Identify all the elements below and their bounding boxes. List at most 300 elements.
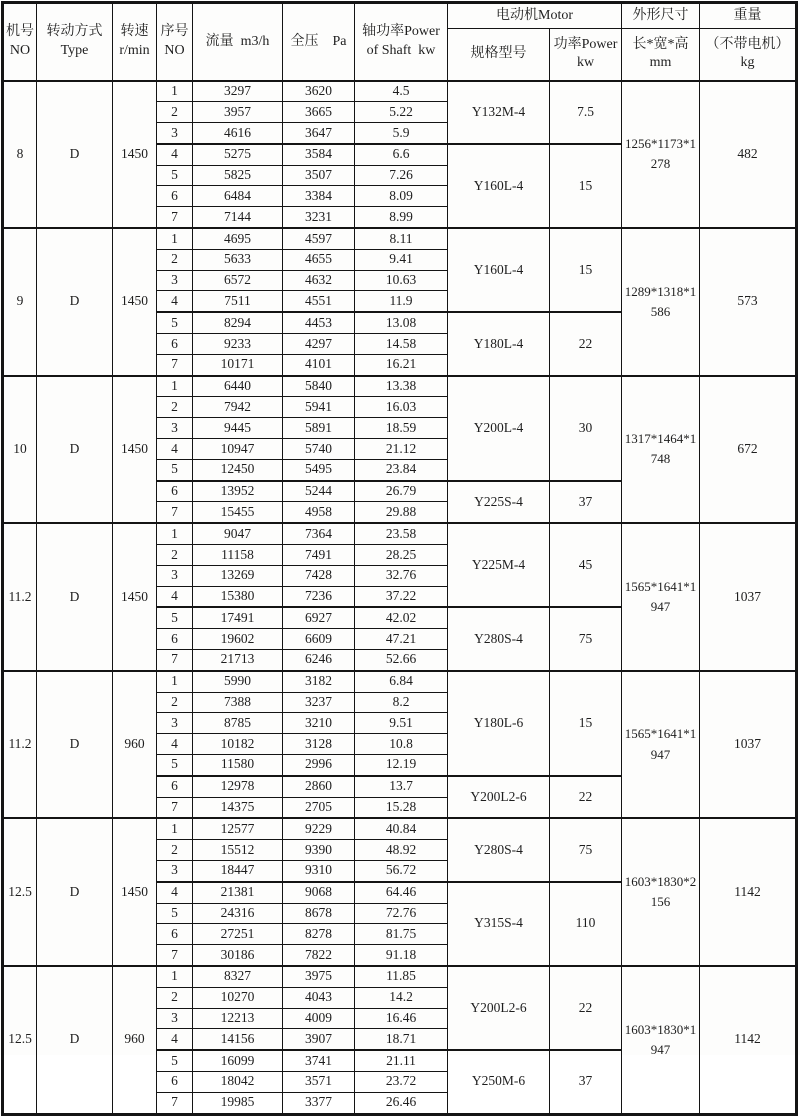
pressure-cell: 4655 bbox=[283, 249, 355, 270]
flow-cell: 7511 bbox=[193, 291, 283, 312]
serial-no-cell: 3 bbox=[157, 270, 193, 291]
shaft-power-cell: 23.72 bbox=[355, 1071, 448, 1092]
serial-no-cell: 7 bbox=[157, 502, 193, 523]
serial-no-cell: 5 bbox=[157, 312, 193, 333]
pressure-cell: 3231 bbox=[283, 207, 355, 228]
pressure-cell: 3620 bbox=[283, 81, 355, 102]
serial-no-cell: 5 bbox=[157, 1050, 193, 1071]
flow-cell: 3957 bbox=[193, 102, 283, 123]
serial-no-cell: 6 bbox=[157, 924, 193, 945]
pressure-cell: 7491 bbox=[283, 545, 355, 566]
header-weight-sub bbox=[700, 29, 797, 81]
table-header bbox=[3, 3, 797, 81]
shaft-power-cell: 13.08 bbox=[355, 312, 448, 333]
serial-no-cell: 7 bbox=[157, 1092, 193, 1114]
dimensions-cell: 1565*1641*1947 bbox=[622, 523, 700, 671]
pressure-cell: 7236 bbox=[283, 586, 355, 607]
flow-cell: 13952 bbox=[193, 481, 283, 502]
shaft-power-cell: 16.46 bbox=[355, 1008, 448, 1029]
serial-no-cell: 5 bbox=[157, 903, 193, 924]
weight-cell: 1037 bbox=[700, 523, 797, 671]
spec-row bbox=[3, 671, 797, 692]
shaft-power-cell: 18.71 bbox=[355, 1029, 448, 1050]
header-pressure: 全压 Pa bbox=[283, 3, 355, 81]
serial-no-cell: 1 bbox=[157, 671, 193, 692]
machine-no-cell: 12.5 bbox=[3, 818, 37, 966]
header-speed-zh: 转速 bbox=[120, 24, 149, 40]
flow-cell: 12450 bbox=[193, 459, 283, 480]
serial-no-cell: 1 bbox=[157, 81, 193, 102]
motor-model-cell: Y225S-4 bbox=[448, 481, 550, 524]
flow-cell: 5633 bbox=[193, 249, 283, 270]
flow-cell: 6484 bbox=[193, 186, 283, 207]
speed-cell: 1450 bbox=[113, 228, 157, 376]
motor-model-cell: Y160L-4 bbox=[448, 144, 550, 228]
weight-cell: 672 bbox=[700, 376, 797, 524]
shaft-power-cell: 56.72 bbox=[355, 860, 448, 881]
weight-cell: 1142 bbox=[700, 966, 797, 1114]
header-dimensions-unit: mm bbox=[649, 55, 672, 71]
motor-model-cell: Y200L-4 bbox=[448, 376, 550, 481]
shaft-power-cell: 14.58 bbox=[355, 334, 448, 355]
flow-cell: 7942 bbox=[193, 397, 283, 418]
pressure-cell: 4551 bbox=[283, 291, 355, 312]
motor-power-cell: 15 bbox=[550, 671, 622, 776]
serial-no-cell: 5 bbox=[157, 459, 193, 480]
flow-cell: 16099 bbox=[193, 1050, 283, 1071]
pressure-cell: 4453 bbox=[283, 312, 355, 333]
pressure-cell: 4958 bbox=[283, 502, 355, 523]
pressure-cell: 3571 bbox=[283, 1071, 355, 1092]
flow-cell: 9445 bbox=[193, 418, 283, 439]
shaft-power-cell: 8.09 bbox=[355, 186, 448, 207]
dimensions-cell: 1317*1464*1748 bbox=[622, 376, 700, 524]
flow-cell: 18042 bbox=[193, 1071, 283, 1092]
shaft-power-cell: 4.5 bbox=[355, 81, 448, 102]
shaft-power-cell: 42.02 bbox=[355, 607, 448, 628]
pressure-cell: 3507 bbox=[283, 165, 355, 186]
pressure-cell: 3665 bbox=[283, 102, 355, 123]
flow-cell: 15455 bbox=[193, 502, 283, 523]
serial-no-cell: 3 bbox=[157, 123, 193, 144]
pressure-cell: 7428 bbox=[283, 565, 355, 586]
shaft-power-cell: 8.11 bbox=[355, 228, 448, 249]
pressure-cell: 8678 bbox=[283, 903, 355, 924]
shaft-power-cell: 13.7 bbox=[355, 776, 448, 797]
pressure-cell: 3128 bbox=[283, 734, 355, 755]
shaft-power-cell: 48.92 bbox=[355, 840, 448, 861]
serial-no-cell: 3 bbox=[157, 565, 193, 586]
serial-no-cell: 2 bbox=[157, 840, 193, 861]
shaft-power-cell: 5.9 bbox=[355, 123, 448, 144]
flow-cell: 10171 bbox=[193, 354, 283, 375]
shaft-power-cell: 52.66 bbox=[355, 650, 448, 671]
serial-no-cell: 4 bbox=[157, 144, 193, 165]
motor-model-cell: Y250M-6 bbox=[448, 1050, 550, 1114]
pressure-cell: 2705 bbox=[283, 797, 355, 818]
flow-cell: 17491 bbox=[193, 607, 283, 628]
serial-no-cell: 2 bbox=[157, 397, 193, 418]
pressure-cell: 9068 bbox=[283, 882, 355, 903]
serial-no-cell: 6 bbox=[157, 186, 193, 207]
flow-cell: 10182 bbox=[193, 734, 283, 755]
flow-cell: 14156 bbox=[193, 1029, 283, 1050]
drive-type-cell: D bbox=[37, 81, 113, 229]
table-body bbox=[3, 81, 797, 1115]
pressure-cell: 3975 bbox=[283, 966, 355, 987]
motor-model-cell: Y280S-4 bbox=[448, 818, 550, 881]
serial-no-cell: 7 bbox=[157, 650, 193, 671]
motor-model-cell: Y180L-4 bbox=[448, 312, 550, 375]
shaft-power-cell: 81.75 bbox=[355, 924, 448, 945]
serial-no-cell: 4 bbox=[157, 439, 193, 460]
motor-model-cell: Y200L2-6 bbox=[448, 966, 550, 1050]
header-weight-unit: kg bbox=[740, 55, 755, 71]
shaft-power-cell: 23.84 bbox=[355, 459, 448, 480]
flow-cell: 11158 bbox=[193, 545, 283, 566]
shaft-power-cell: 6.84 bbox=[355, 671, 448, 692]
serial-no-cell: 2 bbox=[157, 692, 193, 713]
drive-type-cell: D bbox=[37, 376, 113, 524]
shaft-power-cell: 6.6 bbox=[355, 144, 448, 165]
flow-cell: 19985 bbox=[193, 1092, 283, 1114]
drive-type-cell: D bbox=[37, 523, 113, 671]
motor-model-cell: Y160L-4 bbox=[448, 228, 550, 312]
shaft-power-cell: 29.88 bbox=[355, 502, 448, 523]
pressure-cell: 6609 bbox=[283, 629, 355, 650]
flow-cell: 12577 bbox=[193, 818, 283, 839]
motor-power-cell: 22 bbox=[550, 966, 622, 1050]
shaft-power-cell: 21.11 bbox=[355, 1050, 448, 1071]
serial-no-cell: 5 bbox=[157, 607, 193, 628]
flow-cell: 21713 bbox=[193, 650, 283, 671]
weight-cell: 1037 bbox=[700, 671, 797, 819]
machine-no-cell: 9 bbox=[3, 228, 37, 376]
serial-no-cell: 2 bbox=[157, 987, 193, 1008]
shaft-power-cell: 9.41 bbox=[355, 249, 448, 270]
header-motor-power-line1: 功率Power bbox=[553, 36, 618, 52]
spec-row bbox=[3, 818, 797, 839]
shaft-power-cell: 40.84 bbox=[355, 818, 448, 839]
serial-no-cell: 6 bbox=[157, 776, 193, 797]
pressure-cell: 4632 bbox=[283, 270, 355, 291]
serial-no-cell: 7 bbox=[157, 207, 193, 228]
flow-cell: 8785 bbox=[193, 713, 283, 734]
motor-power-cell: 75 bbox=[550, 818, 622, 881]
motor-power-cell: 30 bbox=[550, 376, 622, 481]
shaft-power-cell: 21.12 bbox=[355, 439, 448, 460]
shaft-power-cell: 16.21 bbox=[355, 354, 448, 375]
dimensions-cell: 1603*1830*1947 bbox=[622, 966, 700, 1114]
spec-row bbox=[3, 966, 797, 987]
flow-cell: 13269 bbox=[193, 565, 283, 586]
motor-power-cell: 22 bbox=[550, 776, 622, 819]
pressure-cell: 3584 bbox=[283, 144, 355, 165]
dimensions-cell: 1603*1830*2156 bbox=[622, 818, 700, 966]
pressure-cell: 4597 bbox=[283, 228, 355, 249]
flow-cell: 14375 bbox=[193, 797, 283, 818]
header-drive-type-zh: 转动方式 bbox=[46, 24, 103, 40]
header-machine-no-en: NO bbox=[9, 42, 31, 58]
flow-cell: 27251 bbox=[193, 924, 283, 945]
serial-no-cell: 4 bbox=[157, 586, 193, 607]
motor-model-cell: Y225M-4 bbox=[448, 523, 550, 607]
pressure-cell: 3377 bbox=[283, 1092, 355, 1114]
pressure-cell: 5740 bbox=[283, 439, 355, 460]
spec-row bbox=[3, 376, 797, 397]
header-motor: 电动机Motor bbox=[448, 3, 622, 29]
serial-no-cell: 2 bbox=[157, 249, 193, 270]
flow-cell: 8327 bbox=[193, 966, 283, 987]
pressure-cell: 6246 bbox=[283, 650, 355, 671]
shaft-power-cell: 16.03 bbox=[355, 397, 448, 418]
serial-no-cell: 4 bbox=[157, 1029, 193, 1050]
header-dimensions-lwh: 长*宽*高 bbox=[632, 36, 689, 52]
shaft-power-cell: 12.19 bbox=[355, 755, 448, 776]
shaft-power-cell: 10.8 bbox=[355, 734, 448, 755]
drive-type-cell: D bbox=[37, 818, 113, 966]
serial-no-cell: 6 bbox=[157, 334, 193, 355]
flow-cell: 5825 bbox=[193, 165, 283, 186]
spec-row bbox=[3, 523, 797, 544]
header-machine-no-zh: 机号 bbox=[6, 24, 34, 40]
flow-cell: 19602 bbox=[193, 629, 283, 650]
motor-model-cell: Y280S-4 bbox=[448, 607, 550, 670]
serial-no-cell: 3 bbox=[157, 860, 193, 881]
flow-cell: 4695 bbox=[193, 228, 283, 249]
motor-model-cell: Y132M-4 bbox=[448, 81, 550, 144]
motor-model-cell: Y315S-4 bbox=[448, 882, 550, 966]
shaft-power-cell: 5.22 bbox=[355, 102, 448, 123]
pressure-cell: 5840 bbox=[283, 376, 355, 397]
flow-cell: 11580 bbox=[193, 755, 283, 776]
pressure-cell: 3237 bbox=[283, 692, 355, 713]
machine-no-cell: 12.5 bbox=[3, 966, 37, 1114]
serial-no-cell: 1 bbox=[157, 818, 193, 839]
flow-cell: 4616 bbox=[193, 123, 283, 144]
shaft-power-cell: 11.9 bbox=[355, 291, 448, 312]
header-serial-no-zh: 序号 bbox=[160, 24, 189, 40]
drive-type-cell: D bbox=[37, 966, 113, 1114]
serial-no-cell: 6 bbox=[157, 481, 193, 502]
pressure-cell: 4297 bbox=[283, 334, 355, 355]
pressure-cell: 4043 bbox=[283, 987, 355, 1008]
motor-power-cell: 15 bbox=[550, 228, 622, 312]
shaft-power-cell: 91.18 bbox=[355, 945, 448, 966]
serial-no-cell: 5 bbox=[157, 165, 193, 186]
speed-cell: 1450 bbox=[113, 81, 157, 229]
serial-no-cell: 1 bbox=[157, 523, 193, 544]
pressure-cell: 8278 bbox=[283, 924, 355, 945]
header-serial-no-en: NO bbox=[164, 42, 185, 58]
weight-cell: 573 bbox=[700, 228, 797, 376]
motor-power-cell: 7.5 bbox=[550, 81, 622, 144]
header-drive-type bbox=[37, 3, 113, 81]
motor-power-cell: 22 bbox=[550, 312, 622, 375]
flow-cell: 6440 bbox=[193, 376, 283, 397]
pressure-cell: 3647 bbox=[283, 123, 355, 144]
flow-cell: 9047 bbox=[193, 523, 283, 544]
machine-no-cell: 8 bbox=[3, 81, 37, 229]
header-speed bbox=[113, 3, 157, 81]
speed-cell: 1450 bbox=[113, 818, 157, 966]
header-weight-title: 重量 bbox=[700, 3, 797, 29]
serial-no-cell: 6 bbox=[157, 629, 193, 650]
motor-power-cell: 15 bbox=[550, 144, 622, 228]
machine-no-cell: 11.2 bbox=[3, 671, 37, 819]
machine-no-cell: 11.2 bbox=[3, 523, 37, 671]
shaft-power-cell: 11.85 bbox=[355, 966, 448, 987]
header-weight-note: （不带电机） bbox=[705, 36, 790, 52]
pressure-cell: 5941 bbox=[283, 397, 355, 418]
header-shaft-power-line1: 轴功率Power bbox=[362, 24, 440, 40]
flow-cell: 24316 bbox=[193, 903, 283, 924]
pressure-cell: 5495 bbox=[283, 459, 355, 480]
dimensions-cell: 1565*1641*1947 bbox=[622, 671, 700, 819]
speed-cell: 960 bbox=[113, 671, 157, 819]
dimensions-cell: 1256*1173*1278 bbox=[622, 81, 700, 229]
flow-cell: 15380 bbox=[193, 586, 283, 607]
pressure-cell: 5891 bbox=[283, 418, 355, 439]
flow-cell: 12213 bbox=[193, 1008, 283, 1029]
weight-cell: 482 bbox=[700, 81, 797, 229]
header-row-top bbox=[3, 3, 797, 29]
flow-cell: 5275 bbox=[193, 144, 283, 165]
serial-no-cell: 7 bbox=[157, 945, 193, 966]
serial-no-cell: 1 bbox=[157, 966, 193, 987]
motor-power-cell: 110 bbox=[550, 882, 622, 966]
shaft-power-cell: 9.51 bbox=[355, 713, 448, 734]
motor-model-cell: Y200L2-6 bbox=[448, 776, 550, 819]
shaft-power-cell: 72.76 bbox=[355, 903, 448, 924]
header-drive-type-en: Type bbox=[60, 42, 89, 58]
drive-type-cell: D bbox=[37, 228, 113, 376]
flow-cell: 7144 bbox=[193, 207, 283, 228]
motor-power-cell: 75 bbox=[550, 607, 622, 670]
motor-power-cell: 37 bbox=[550, 1050, 622, 1114]
flow-cell: 10947 bbox=[193, 439, 283, 460]
serial-no-cell: 1 bbox=[157, 376, 193, 397]
flow-cell: 7388 bbox=[193, 692, 283, 713]
shaft-power-cell: 37.22 bbox=[355, 586, 448, 607]
pressure-cell: 9229 bbox=[283, 818, 355, 839]
shaft-power-cell: 26.79 bbox=[355, 481, 448, 502]
header-serial-no bbox=[157, 3, 193, 81]
pressure-cell: 9390 bbox=[283, 840, 355, 861]
serial-no-cell: 3 bbox=[157, 1008, 193, 1029]
serial-no-cell: 1 bbox=[157, 228, 193, 249]
spec-row bbox=[3, 228, 797, 249]
motor-power-cell: 45 bbox=[550, 523, 622, 607]
shaft-power-cell: 15.28 bbox=[355, 797, 448, 818]
speed-cell: 960 bbox=[113, 966, 157, 1114]
pressure-cell: 3741 bbox=[283, 1050, 355, 1071]
serial-no-cell: 3 bbox=[157, 713, 193, 734]
shaft-power-cell: 23.58 bbox=[355, 523, 448, 544]
shaft-power-cell: 28.25 bbox=[355, 545, 448, 566]
pressure-cell: 4009 bbox=[283, 1008, 355, 1029]
shaft-power-cell: 10.63 bbox=[355, 270, 448, 291]
flow-cell: 12978 bbox=[193, 776, 283, 797]
pressure-cell: 3907 bbox=[283, 1029, 355, 1050]
shaft-power-cell: 8.2 bbox=[355, 692, 448, 713]
spec-row bbox=[3, 81, 797, 102]
drive-type-cell: D bbox=[37, 671, 113, 819]
pressure-cell: 9310 bbox=[283, 860, 355, 881]
motor-power-cell: 37 bbox=[550, 481, 622, 524]
serial-no-cell: 7 bbox=[157, 797, 193, 818]
serial-no-cell: 2 bbox=[157, 102, 193, 123]
pressure-cell: 3210 bbox=[283, 713, 355, 734]
header-motor-power bbox=[550, 29, 622, 81]
serial-no-cell: 4 bbox=[157, 291, 193, 312]
shaft-power-cell: 18.59 bbox=[355, 418, 448, 439]
flow-cell: 8294 bbox=[193, 312, 283, 333]
pressure-cell: 3182 bbox=[283, 671, 355, 692]
serial-no-cell: 6 bbox=[157, 1071, 193, 1092]
pressure-cell: 7364 bbox=[283, 523, 355, 544]
shaft-power-cell: 26.46 bbox=[355, 1092, 448, 1114]
header-flow: 流量 m3/h bbox=[193, 3, 283, 81]
shaft-power-cell: 47.21 bbox=[355, 629, 448, 650]
fan-spec-table bbox=[1, 1, 798, 1116]
motor-model-cell: Y180L-6 bbox=[448, 671, 550, 776]
flow-cell: 6572 bbox=[193, 270, 283, 291]
weight-cell: 1142 bbox=[700, 818, 797, 966]
pressure-cell: 5244 bbox=[283, 481, 355, 502]
flow-cell: 30186 bbox=[193, 945, 283, 966]
serial-no-cell: 5 bbox=[157, 755, 193, 776]
shaft-power-cell: 7.26 bbox=[355, 165, 448, 186]
machine-no-cell: 10 bbox=[3, 376, 37, 524]
shaft-power-cell: 14.2 bbox=[355, 987, 448, 1008]
pressure-cell: 7822 bbox=[283, 945, 355, 966]
header-machine-no bbox=[3, 3, 37, 81]
pressure-cell: 2996 bbox=[283, 755, 355, 776]
shaft-power-cell: 32.76 bbox=[355, 565, 448, 586]
serial-no-cell: 4 bbox=[157, 882, 193, 903]
serial-no-cell: 7 bbox=[157, 354, 193, 375]
flow-cell: 10270 bbox=[193, 987, 283, 1008]
shaft-power-cell: 13.38 bbox=[355, 376, 448, 397]
pressure-cell: 4101 bbox=[283, 354, 355, 375]
pressure-cell: 3384 bbox=[283, 186, 355, 207]
pressure-cell: 2860 bbox=[283, 776, 355, 797]
page bbox=[0, 1, 800, 1110]
pressure-cell: 6927 bbox=[283, 607, 355, 628]
flow-cell: 18447 bbox=[193, 860, 283, 881]
header-motor-power-line2: kw bbox=[576, 55, 595, 71]
speed-cell: 1450 bbox=[113, 376, 157, 524]
dimensions-cell: 1289*1318*1586 bbox=[622, 228, 700, 376]
serial-no-cell: 2 bbox=[157, 545, 193, 566]
header-dimensions-title: 外形尺寸 bbox=[622, 3, 700, 29]
speed-cell: 1450 bbox=[113, 523, 157, 671]
flow-cell: 5990 bbox=[193, 671, 283, 692]
flow-cell: 9233 bbox=[193, 334, 283, 355]
serial-no-cell: 3 bbox=[157, 418, 193, 439]
header-speed-en: r/min bbox=[119, 42, 150, 58]
shaft-power-cell: 8.99 bbox=[355, 207, 448, 228]
flow-cell: 15512 bbox=[193, 840, 283, 861]
header-shaft-power-line2: of Shaft kw bbox=[366, 42, 436, 58]
serial-no-cell: 4 bbox=[157, 734, 193, 755]
flow-cell: 3297 bbox=[193, 81, 283, 102]
header-shaft-power bbox=[355, 3, 448, 81]
shaft-power-cell: 64.46 bbox=[355, 882, 448, 903]
flow-cell: 21381 bbox=[193, 882, 283, 903]
header-dimensions-sub bbox=[622, 29, 700, 81]
